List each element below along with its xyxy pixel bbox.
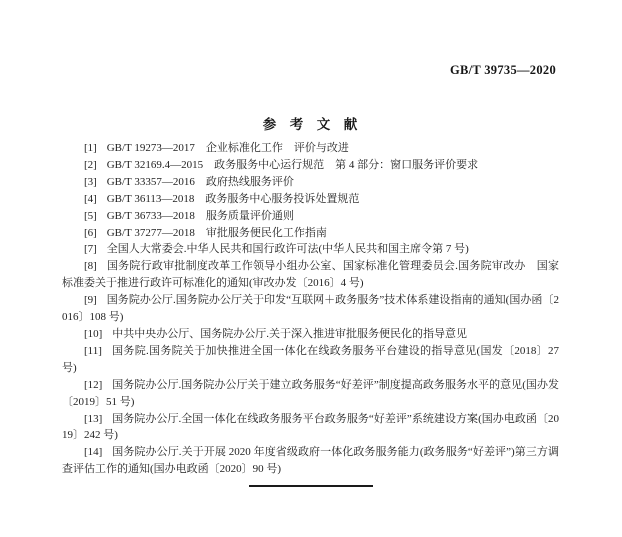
reference-list bbox=[62, 140, 559, 478]
reference-label: [10] bbox=[84, 327, 103, 340]
reference-text: 国务院办公厅.全国一体化在线政务服务平台政务服务“好差评”系统建设方案(国办电政函〔2019〕242 号) bbox=[62, 412, 559, 442]
reference-item bbox=[62, 225, 559, 242]
reference-text: 全国人大常委会.中华人民共和国行政许可法(中华人民共和国主席令第 7 号) bbox=[106, 243, 469, 256]
reference-label: [4] bbox=[84, 192, 97, 205]
reference-text: 国务院办公厅.国务院办公厅关于建立政务服务“好差评”制度提高政务服务水平的意见(国办发〔2019〕51 号) bbox=[62, 378, 559, 408]
end-of-document-rule bbox=[249, 485, 373, 487]
reference-item bbox=[62, 292, 559, 326]
reference-item bbox=[62, 326, 559, 343]
reference-label: [11] bbox=[84, 344, 102, 357]
reference-label: [6] bbox=[84, 226, 97, 239]
standard-number-header: GB/T 39735—2020 bbox=[449, 63, 556, 77]
reference-text: GB/T 36113—2018 政务服务中心服务投诉处置规范 bbox=[106, 192, 360, 205]
reference-text: GB/T 33357—2016 政府热线服务评价 bbox=[106, 175, 294, 188]
reference-item bbox=[62, 157, 559, 174]
reference-label: [3] bbox=[84, 175, 97, 188]
reference-label: [12] bbox=[84, 378, 103, 391]
reference-text: 国务院行政审批制度改革工作领导小组办公室、国家标准化管理委员会.国务院审改办 国家标准委关于推进行政许可标准化的通知(审改办发〔2016〕4 号) bbox=[62, 260, 559, 290]
reference-item bbox=[62, 377, 559, 411]
reference-item bbox=[62, 174, 559, 191]
reference-label: [1] bbox=[84, 142, 97, 154]
reference-item bbox=[62, 444, 559, 478]
reference-item bbox=[62, 411, 559, 445]
reference-text: GB/T 37277—2018 审批服务便民化工作指南 bbox=[106, 226, 327, 239]
references-section-title: 参 考 文 献 bbox=[262, 117, 358, 132]
reference-text: 国务院.国务院关于加快推进全国一体化在线政务服务平台建设的指导意见(国发〔2018〕27 号) bbox=[62, 344, 559, 374]
reference-text: GB/T 36733—2018 服务质量评价通则 bbox=[106, 209, 294, 222]
reference-label: [13] bbox=[84, 412, 103, 425]
reference-text: 国务院办公厅.国务院办公厅关于印发“互联网＋政务服务”技术体系建设指南的通知(国办函〔2016〕108 号) bbox=[62, 294, 559, 324]
reference-label: [9] bbox=[84, 294, 97, 307]
reference-item bbox=[62, 258, 559, 292]
reference-label: [14] bbox=[84, 446, 103, 459]
reference-item bbox=[62, 241, 559, 258]
reference-text: 中共中央办公厅、国务院办公厅.关于深入推进审批服务便民化的指导意见 bbox=[112, 327, 467, 340]
reference-label: [7] bbox=[84, 243, 97, 256]
reference-label: [5] bbox=[84, 209, 97, 222]
reference-item bbox=[62, 191, 559, 208]
reference-text: GB/T 19273—2017 企业标准化工作 评价与改进 bbox=[106, 142, 349, 154]
reference-text: 国务院办公厅.关于开展 2020 年度省级政府一体化政务服务能力(政务服务“好差评”)第三方调查评估工作的通知(国办电政函〔2020〕90 号) bbox=[62, 446, 559, 476]
reference-item bbox=[62, 343, 559, 377]
reference-item bbox=[62, 208, 559, 225]
reference-item bbox=[62, 140, 559, 157]
reference-label: [8] bbox=[84, 260, 97, 273]
reference-text: GB/T 32169.4—2015 政务服务中心运行规范 第 4 部分：窗口服务评价要求 bbox=[106, 158, 479, 171]
reference-label: [2] bbox=[84, 158, 97, 171]
